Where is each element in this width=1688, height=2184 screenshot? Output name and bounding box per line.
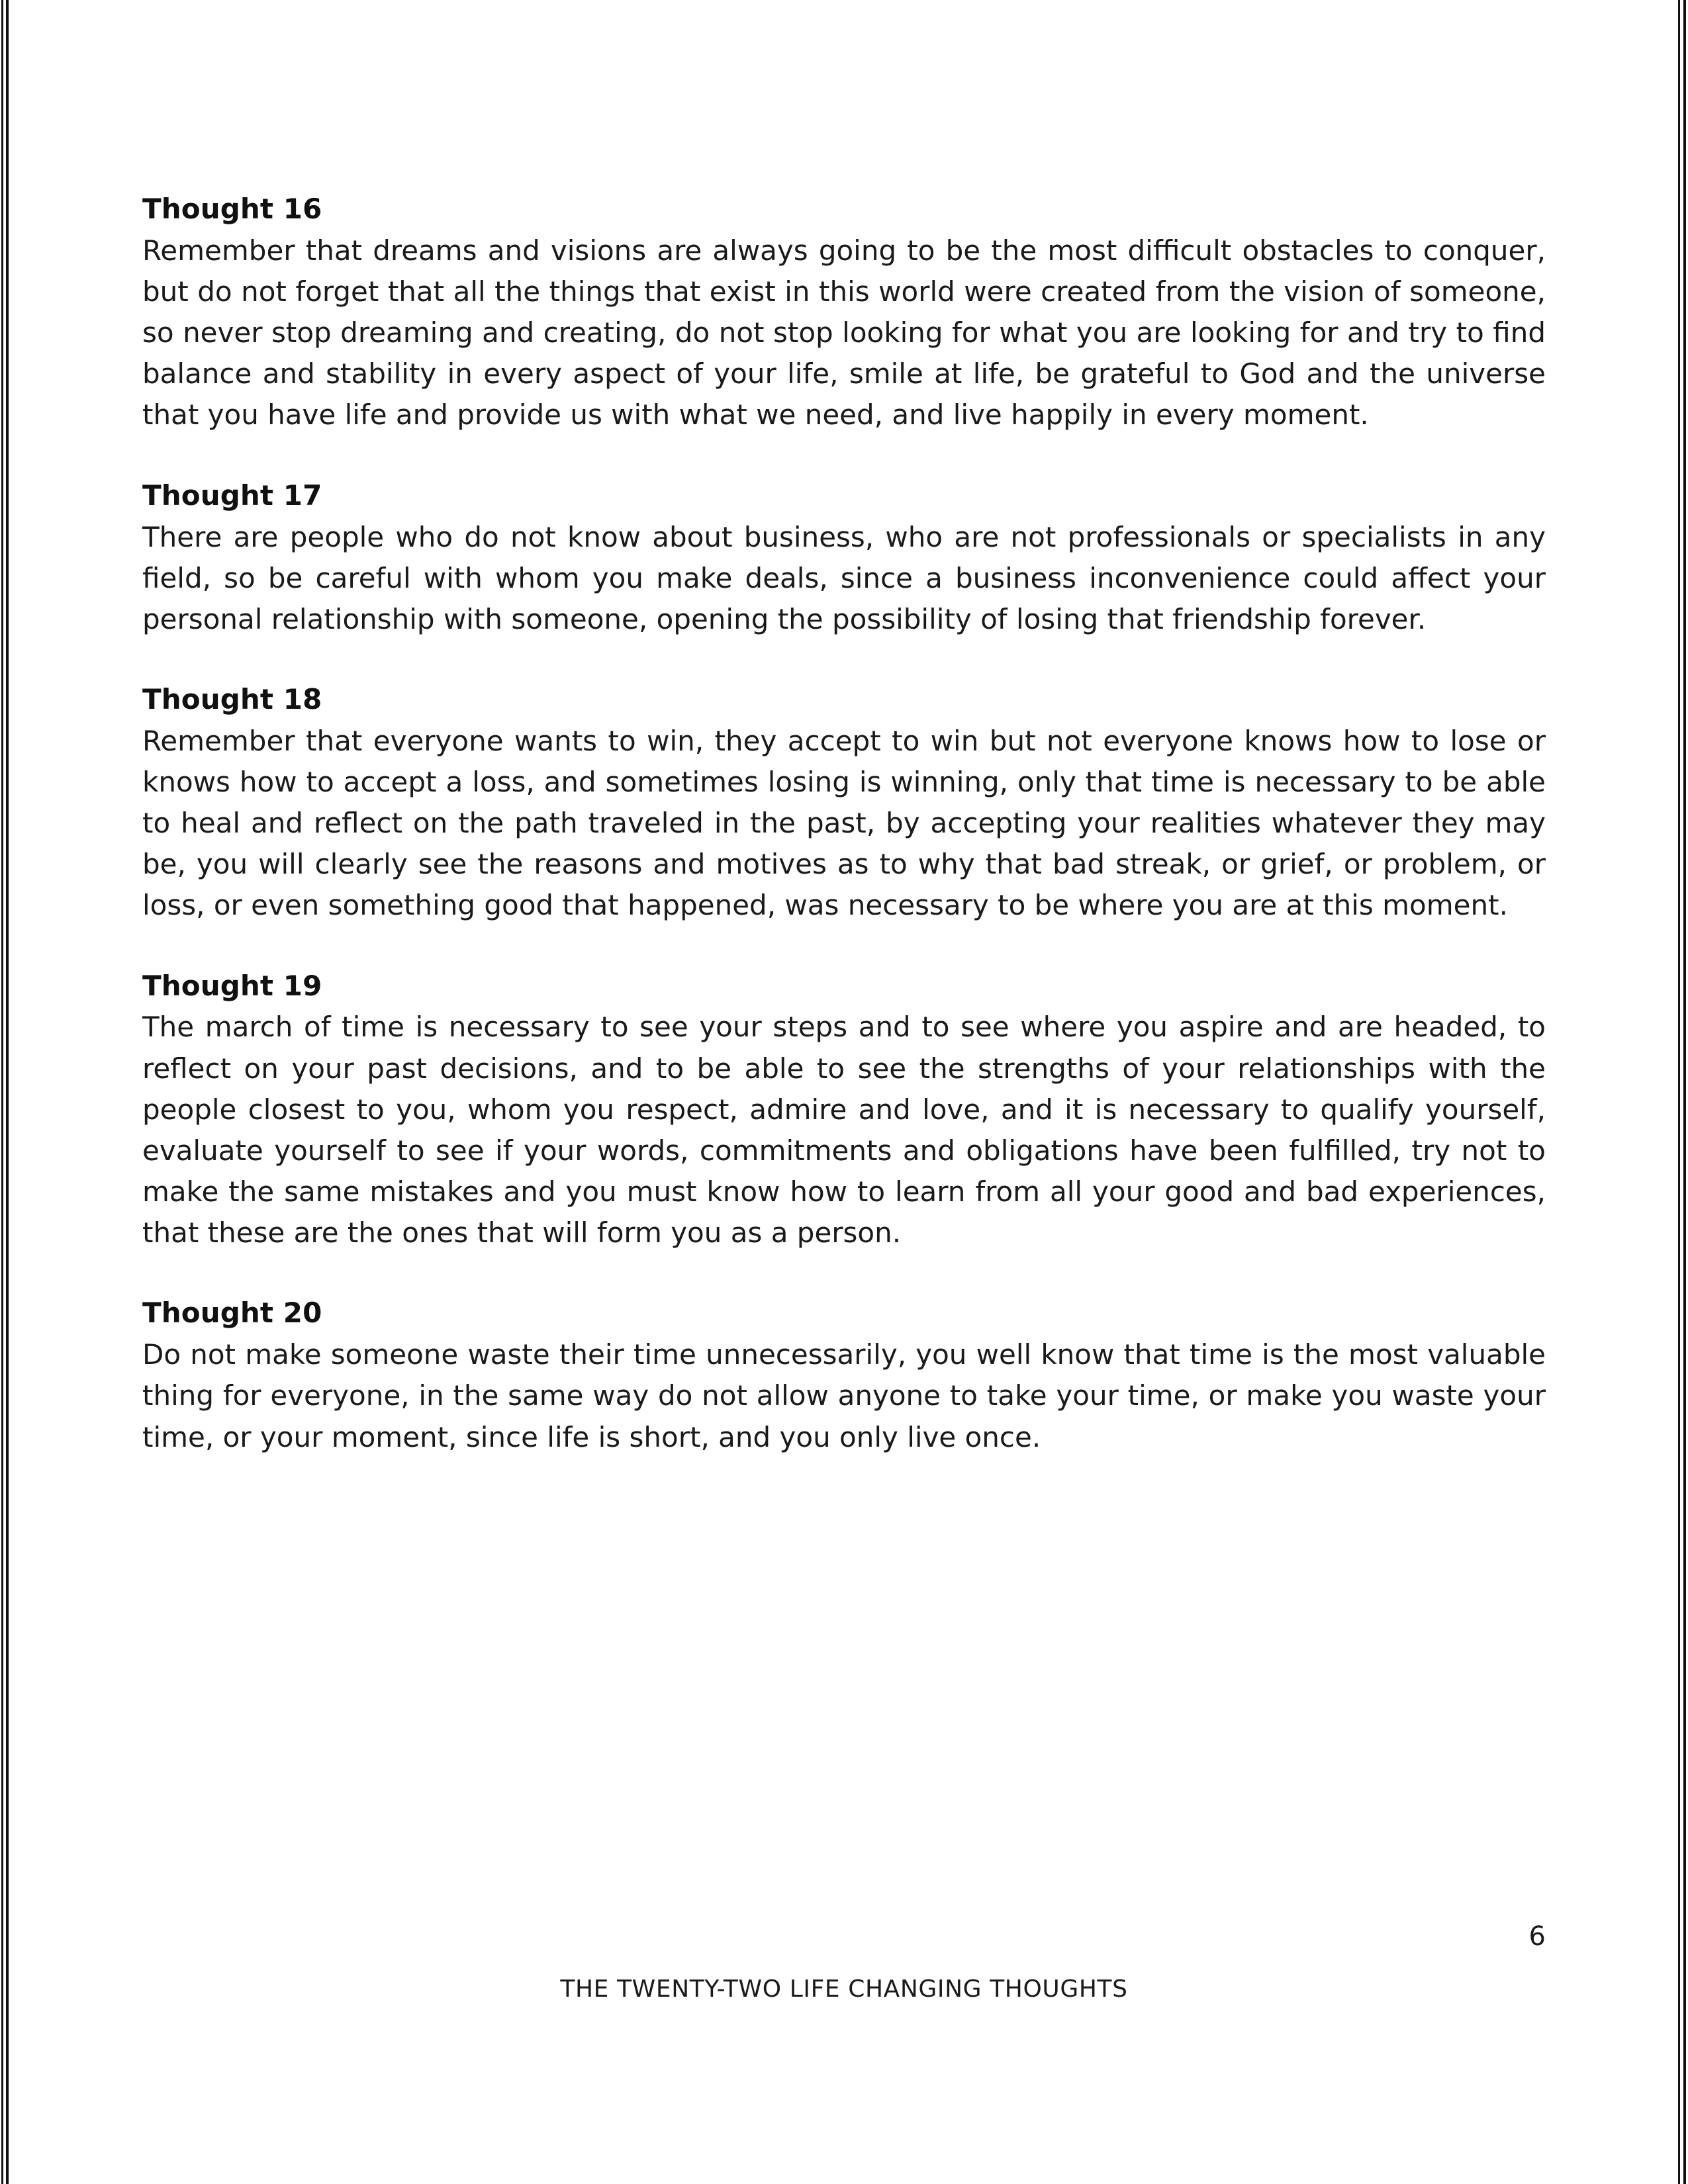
thought-heading-20: Thought 20 (142, 1297, 322, 1330)
right-outer-border-rule (1683, 0, 1686, 2184)
page-sheet (142, 0, 1546, 2184)
page-number: 6 (1528, 1921, 1546, 1952)
thought-body-16: Remember that dreams and visions are always going to be the most difficult obstacles to conquer, but do not forget that all the things that exist in this world were created from the vision of someone, so never stop dreaming and creating, do not stop looking for what you are looking for and try to find balance and stability in every aspect of your life, smile at life, be grateful to God and the universe that you have life and provide us with what we need, and live happily in every moment. (142, 234, 1546, 432)
thought-body-19: The march of time is necessary to see your steps and to see where you aspire and are headed, to reflect on your past decisions, and to be able to see the strengths of your relationships with the people closest to you, whom you respect, admire and love, and it is necessary to qualify yourself, evaluate yourself to see if your words, commitments and obligations have been fulfilled, try not to make the same mistakes and you must know how to learn from all your good and bad experiences, that these are the ones that will form you as a person. (142, 1011, 1546, 1250)
thought-body-18: Remember that everyone wants to win, they accept to win but not everyone knows how to lose or knows how to accept a loss, and sometimes losing is winning, only that time is necessary to be able to heal and reflect on the path traveled in the past, by accepting your realities whatever they may be, you will clearly see the reasons and motives as to why that bad streak, or grief, or problem, or loss, or even something good that happened, was necessary to be where you are at this moment. (142, 724, 1546, 922)
thought-section-20 (142, 1295, 1546, 1457)
thought-heading-17: Thought 17 (142, 478, 322, 512)
thought-section-19 (142, 968, 1546, 1254)
thought-body-20: Do not make someone waste their time unnecessarily, you well know that time is the most valuable thing for everyone, in the same way do not allow anyone to take your time, or make you waste your time, or your moment, since life is short, and you only live once. (142, 1338, 1546, 1453)
thought-heading-19: Thought 19 (142, 969, 322, 1002)
right-inner-border-rule (1678, 0, 1680, 2184)
left-inner-border-rule (6, 0, 9, 2184)
body-copy (142, 191, 1546, 1458)
thought-section-18 (142, 681, 1546, 927)
thought-body-17: There are people who do not know about business, who are not professionals or specialists in any field, so be careful with whom you make deals, since a business inconvenience could affect your personal relationship with someone, opening the possibility of losing that friendship forever. (142, 520, 1546, 635)
thought-heading-18: Thought 18 (142, 682, 322, 715)
running-footer: THE TWENTY-TWO LIFE CHANGING THOUGHTS (560, 1976, 1128, 2003)
thought-section-16 (142, 191, 1546, 436)
left-outer-border-rule (1, 0, 3, 2184)
thought-section-17 (142, 477, 1546, 640)
thought-heading-16: Thought 16 (142, 193, 322, 225)
